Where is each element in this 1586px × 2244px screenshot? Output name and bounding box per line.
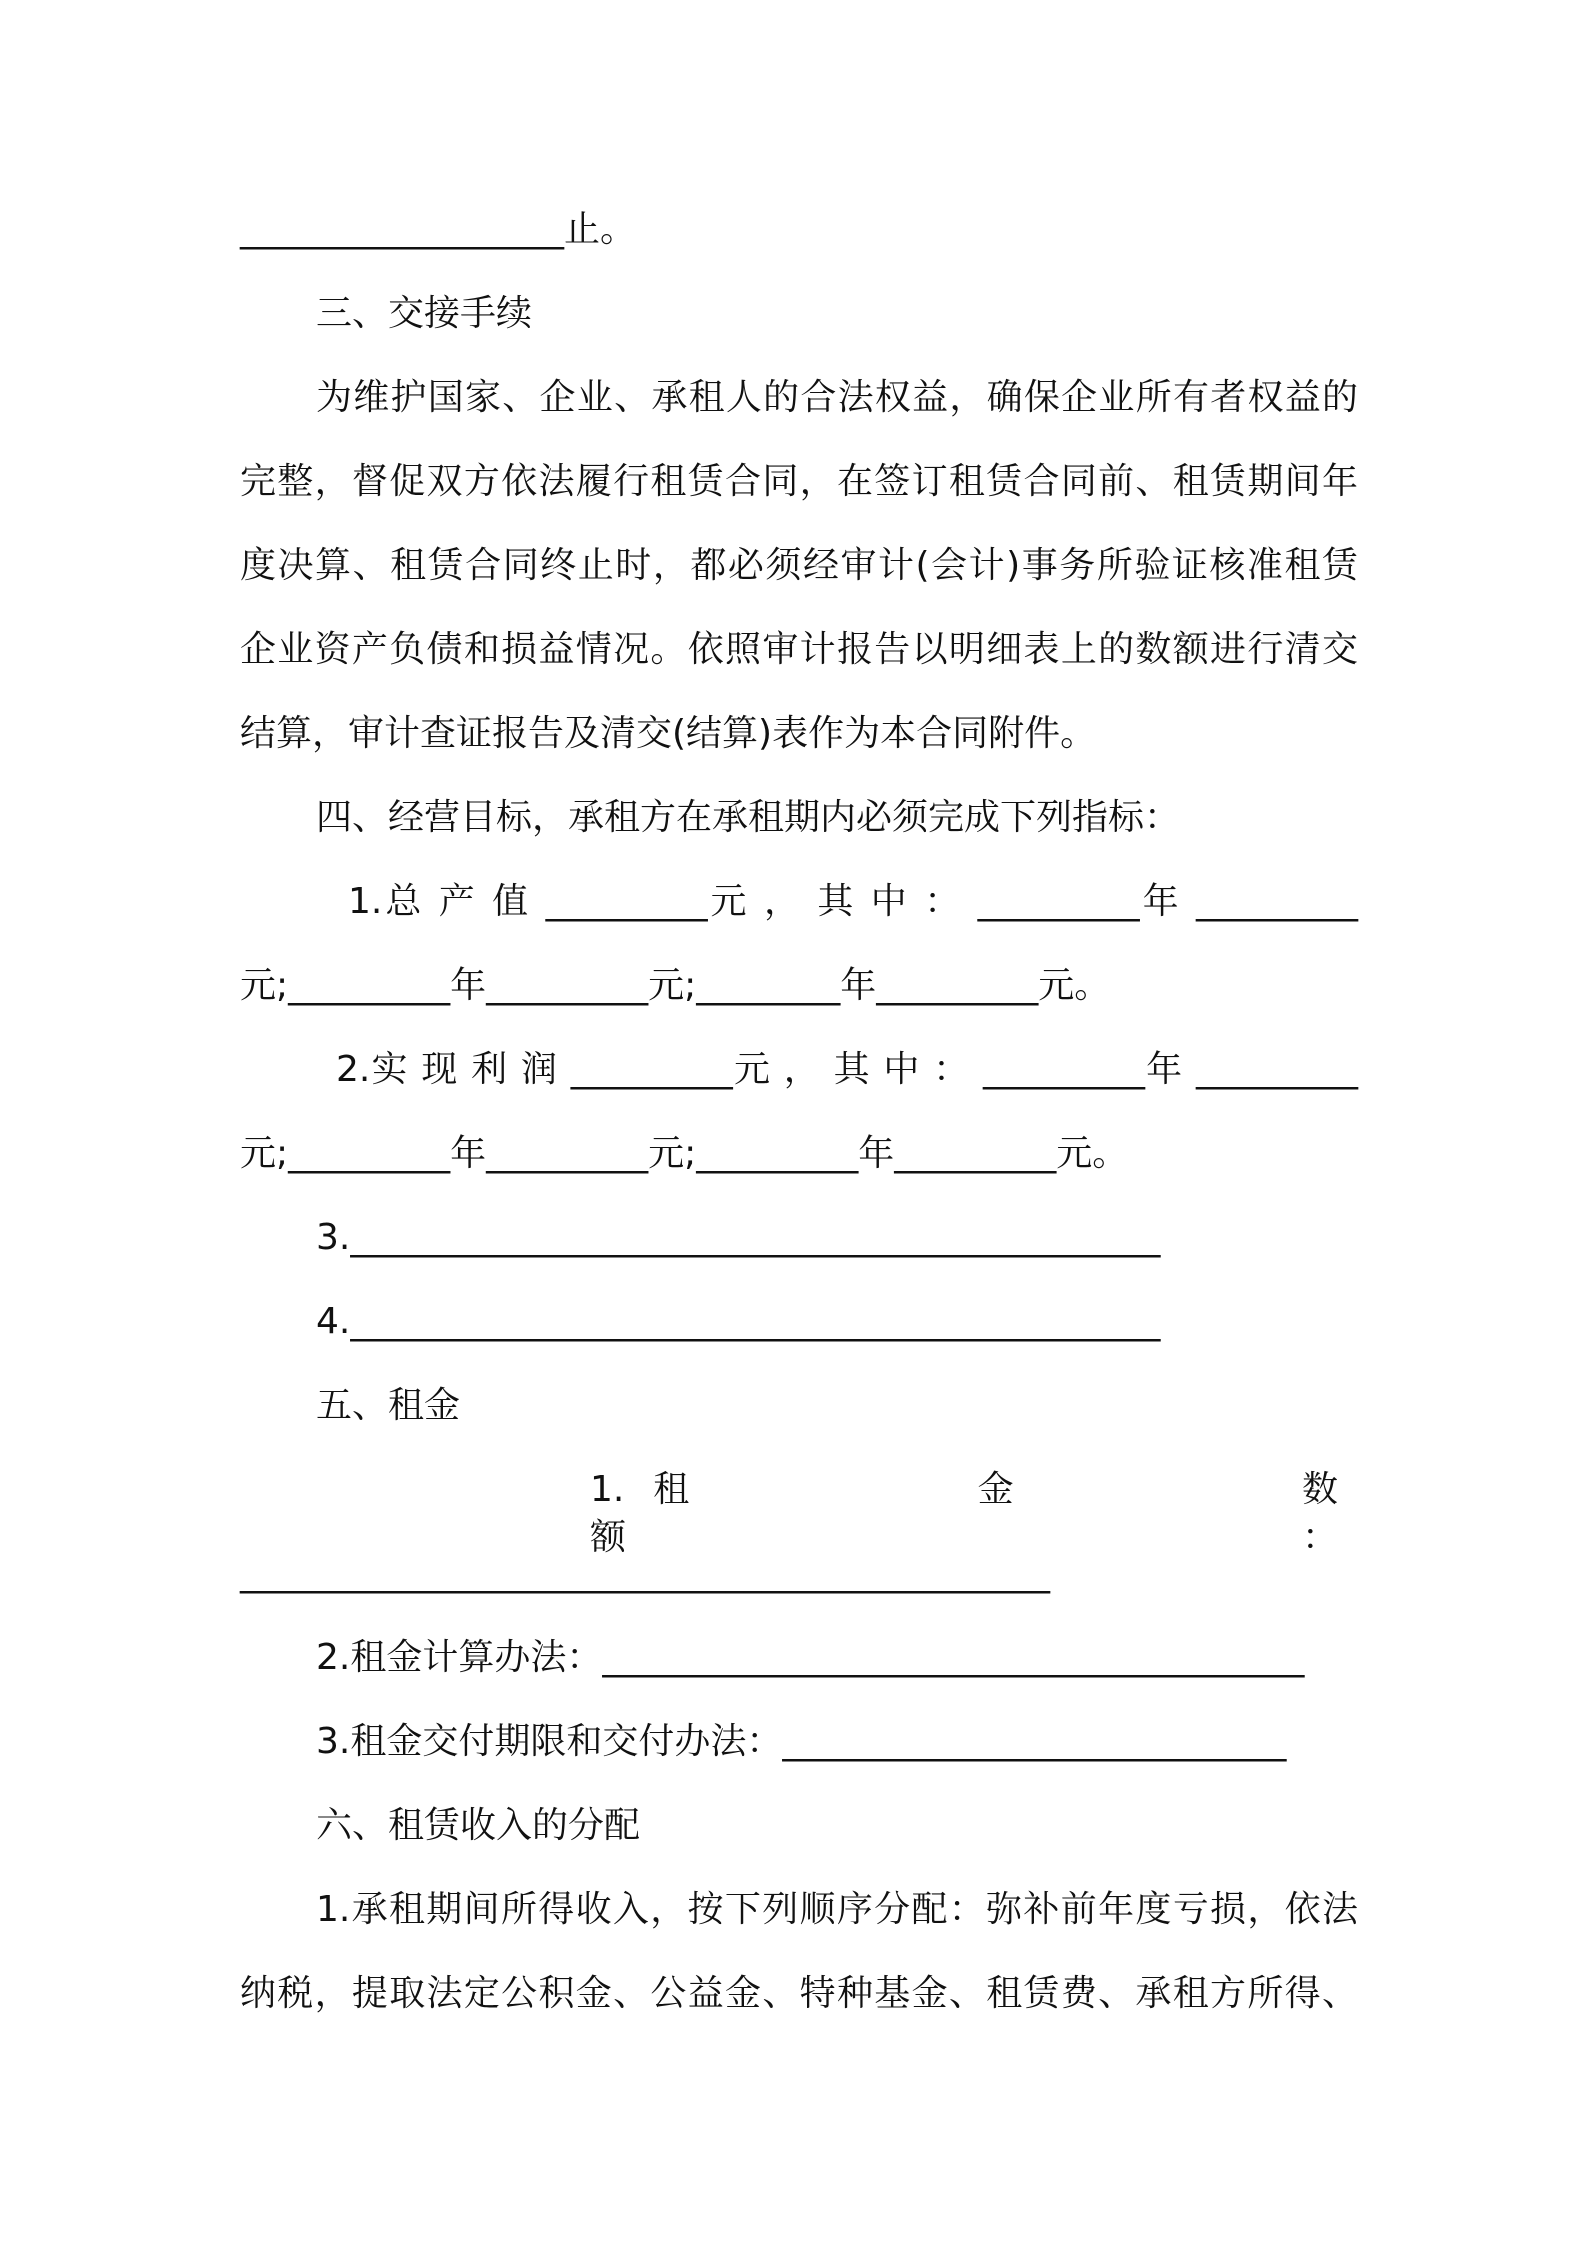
rent-amount-label: 1.租 金 数 额 ： [590, 1469, 1483, 1558]
section-heading-targets: 四、经营目标，承租方在承租期内必须完成下列指标： [316, 797, 1181, 838]
handover-paragraph-line-3: 度决算、租赁合同终止时，都必须经审计(会计)事务所验证核准租赁 [240, 545, 1358, 586]
target-item-3: 3._____________________________________________ [316, 1217, 1161, 1258]
income-distribution-line-2: 纳税，提取法定公积金、公益金、特种基金、租赁费、承租方所得、 [240, 1973, 1358, 2014]
handover-paragraph-line-5: 结算，审计查证报告及清交(结算)表作为本合同附件。 [240, 713, 1097, 754]
handover-paragraph-line-4: 企业资产负债和损益情况。依照审计报告以明细表上的数额进行清交 [240, 629, 1358, 670]
rent-amount-blank: _____________________________________________ [240, 1553, 1050, 1594]
target-item-4: 4._____________________________________________ [316, 1301, 1161, 1342]
section-heading-handover: 三、交接手续 [316, 293, 533, 334]
rent-calculation-method: 2.租金计算办法：_______________________________________ [316, 1637, 1305, 1678]
handover-paragraph-line-2: 完整，督促双方依法履行租赁合同，在签订租赁合同前、租赁期间年 [240, 461, 1358, 502]
handover-paragraph-line-1: 为维护国家、企业、承租人的合法权益，确保企业所有者权益的 [316, 377, 1358, 418]
section-heading-income-distribution: 六、租赁收入的分配 [316, 1805, 641, 1846]
income-distribution-line-1: 1.承租期间所得收入，按下列顺序分配：弥补前年度亏损，依法 [316, 1889, 1358, 1930]
target-profit-line-1: 2.实 现 利 润 _________元 ， 其 中 ： _________年 _________ [336, 1049, 1358, 1090]
section-heading-rent: 五、租金 [316, 1385, 461, 1426]
target-output-value-line-2: 元;_________年_________元;________年_________元。 [240, 965, 1111, 1006]
rent-payment-terms: 3.租金交付期限和交付办法：____________________________ [316, 1721, 1287, 1762]
target-profit-line-2: 元;_________年_________元;_________年_________元。 [240, 1133, 1129, 1174]
target-output-value-line-1: 1.总 产 值 _________元 ， 其 中 ： _________年 _________ [348, 881, 1358, 922]
end-date-line: __________________止。 [240, 209, 637, 250]
